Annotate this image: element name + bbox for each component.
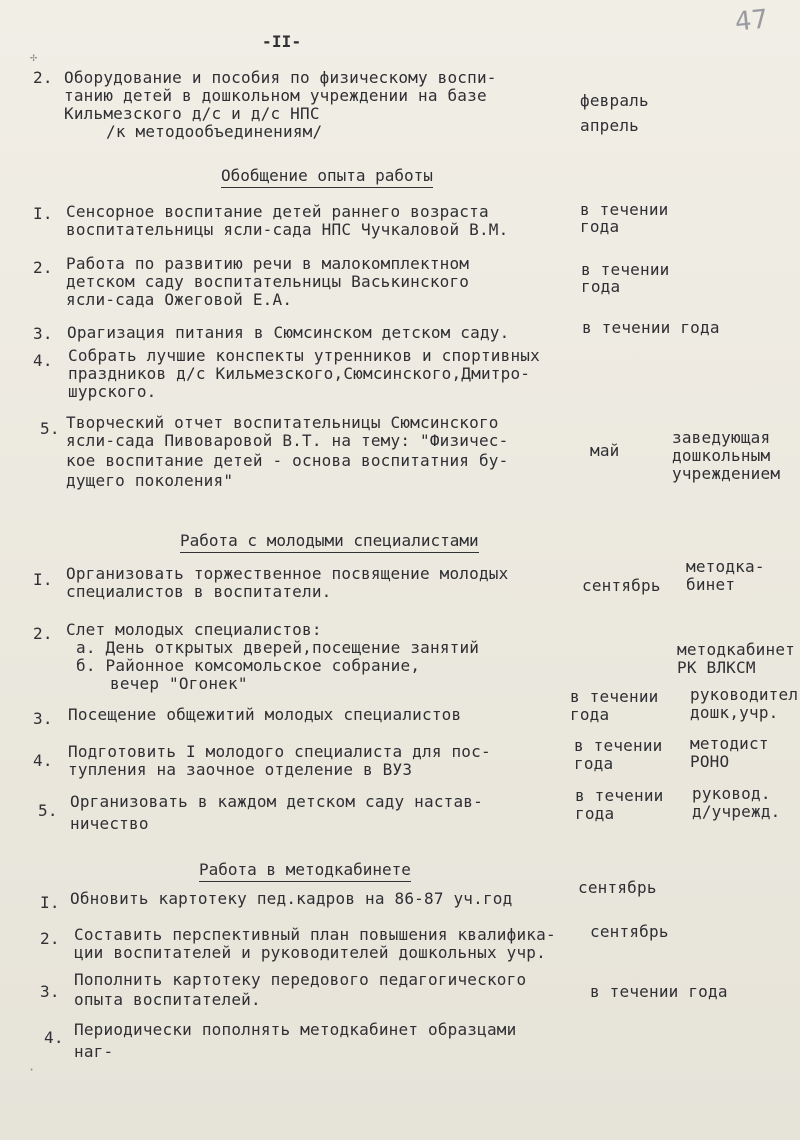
item-line: кое воспитание детей - основа воспитатния бу- <box>66 451 509 470</box>
margin-mark: · <box>28 1063 36 1077</box>
item-line: дущего поколения" <box>66 471 234 490</box>
item-number: 5. <box>38 801 58 820</box>
item-line: /к методообъединениям/ <box>106 122 323 141</box>
item-date: апрель <box>580 116 639 135</box>
item-date: в течении <box>581 260 670 279</box>
item-line: ничество <box>70 814 149 833</box>
section-heading: Работа с молодыми специалистами <box>180 531 479 553</box>
item-responsible: методкабинет <box>677 640 795 659</box>
item-line: Организовать в каждом детском саду настав- <box>70 792 483 811</box>
page-number: -II- <box>262 32 302 51</box>
item-date: в течении <box>580 200 669 219</box>
item-responsible: РОНО <box>690 752 730 771</box>
item-date: года <box>581 277 621 296</box>
item-line: шурского. <box>68 382 157 401</box>
item-date: в течении <box>575 786 664 805</box>
item-line: ясли-сада Пивоваровой В.Т. на тему: "Физичес- <box>66 431 509 450</box>
item-number: 3. <box>33 324 53 343</box>
item-date: года <box>575 804 615 823</box>
item-line: а. День открытых дверей,посещение занятий <box>76 638 480 657</box>
item-line: Кильмезского д/с и д/с НПС <box>64 104 320 123</box>
item-line: специалистов в воспитатели. <box>66 582 332 601</box>
item-date: февраль <box>580 91 649 110</box>
item-line: тупления на заочное отделение в ВУЗ <box>68 760 413 779</box>
item-number: 2. <box>33 68 53 87</box>
item-number: 5. <box>40 419 60 438</box>
item-line: Сенсорное воспитание детей раннего возраста <box>66 202 489 221</box>
item-line: Собрать лучшие конспекты утренников и спортивных <box>68 346 540 365</box>
item-line: танию детей в дошкольном учреждении на базе <box>64 86 487 105</box>
item-date: сентябрь <box>578 878 657 897</box>
item-number: I. <box>33 204 53 223</box>
item-date: года <box>580 217 620 236</box>
item-number: 2. <box>33 258 53 277</box>
item-line: ясли-сада Ожеговой Е.А. <box>66 290 293 309</box>
item-number: 2. <box>40 929 60 948</box>
margin-mark: ✢ <box>30 50 38 64</box>
item-line: Творческий отчет воспитательницы Сюмсинского <box>66 413 499 432</box>
item-line: Периодически пополнять методкабинет образцами <box>74 1020 517 1039</box>
item-line: Работа по развитию речи в малокомплектном <box>66 254 470 273</box>
item-line: Подготовить I молодого специалиста для пос- <box>68 742 491 761</box>
item-number: I. <box>33 570 53 589</box>
item-date: сентябрь <box>582 576 661 595</box>
item-responsible: д/учрежд. <box>692 802 781 821</box>
item-line: праздников д/с Кильмезского,Сюмсинского,Дмитро- <box>68 364 531 383</box>
item-line: ции воспитателей и руководителей дошкольных учр. <box>74 943 546 962</box>
item-date: в течении года <box>582 318 720 337</box>
item-number: I. <box>40 893 60 912</box>
item-date: года <box>570 705 610 724</box>
sheet-number-handwritten: 47 <box>733 4 770 38</box>
item-line: вечер "Огонек" <box>110 674 248 693</box>
item-number: 2. <box>33 624 53 643</box>
item-number: 4. <box>33 751 53 770</box>
item-line: Оборудование и пособия по физическому воспи- <box>64 68 497 87</box>
item-responsible: методист <box>690 734 769 753</box>
item-line: б. Районное комсомольское собрание, <box>76 656 421 675</box>
item-responsible: заведующая <box>672 428 771 447</box>
item-date: в течении <box>574 736 663 755</box>
item-line: Орагизация питания в Сюмсинском детском саду. <box>67 323 510 342</box>
item-line: наг- <box>74 1042 114 1061</box>
item-line: детском саду воспитательницы Васькинского <box>66 272 470 291</box>
item-line: Пополнить картотеку передового педагогического <box>74 970 527 989</box>
item-line: воспитательницы ясли-сада НПС Чучкаловой В.М. <box>66 220 509 239</box>
item-line: опыта воспитателей. <box>74 990 261 1009</box>
item-line: Обновить картотеку пед.кадров на 86-87 уч.год <box>70 889 513 908</box>
item-line: Посещение общежитий молодых специалистов <box>68 705 462 724</box>
section-heading: Работа в методкабинете <box>199 860 411 882</box>
item-number: 3. <box>33 709 53 728</box>
item-number: 3. <box>40 982 60 1001</box>
item-responsible: РК ВЛКСМ <box>677 658 756 677</box>
item-date: май <box>590 441 620 460</box>
item-date: года <box>574 754 614 773</box>
item-number: 4. <box>33 351 53 370</box>
item-number: 4. <box>44 1028 64 1047</box>
item-line: Слет молодых специалистов: <box>66 620 322 639</box>
item-line: Организовать торжественное посвящение молодых <box>66 564 509 583</box>
item-responsible: методка- <box>686 557 765 576</box>
item-date: сентябрь <box>590 922 669 941</box>
item-line: Составить перспективный план повышения квалифика- <box>74 925 556 944</box>
section-heading: Обобщение опыта работы <box>221 166 433 188</box>
item-responsible: руковод. <box>692 784 771 803</box>
item-date: в течении <box>570 687 659 706</box>
item-responsible: бинет <box>686 575 736 594</box>
item-responsible: дошк,учр. <box>690 703 779 722</box>
item-responsible: дошкольным <box>672 446 771 465</box>
item-responsible: руководител <box>690 685 799 704</box>
item-date: в течении года <box>590 982 728 1001</box>
item-responsible: учреждением <box>672 464 781 483</box>
